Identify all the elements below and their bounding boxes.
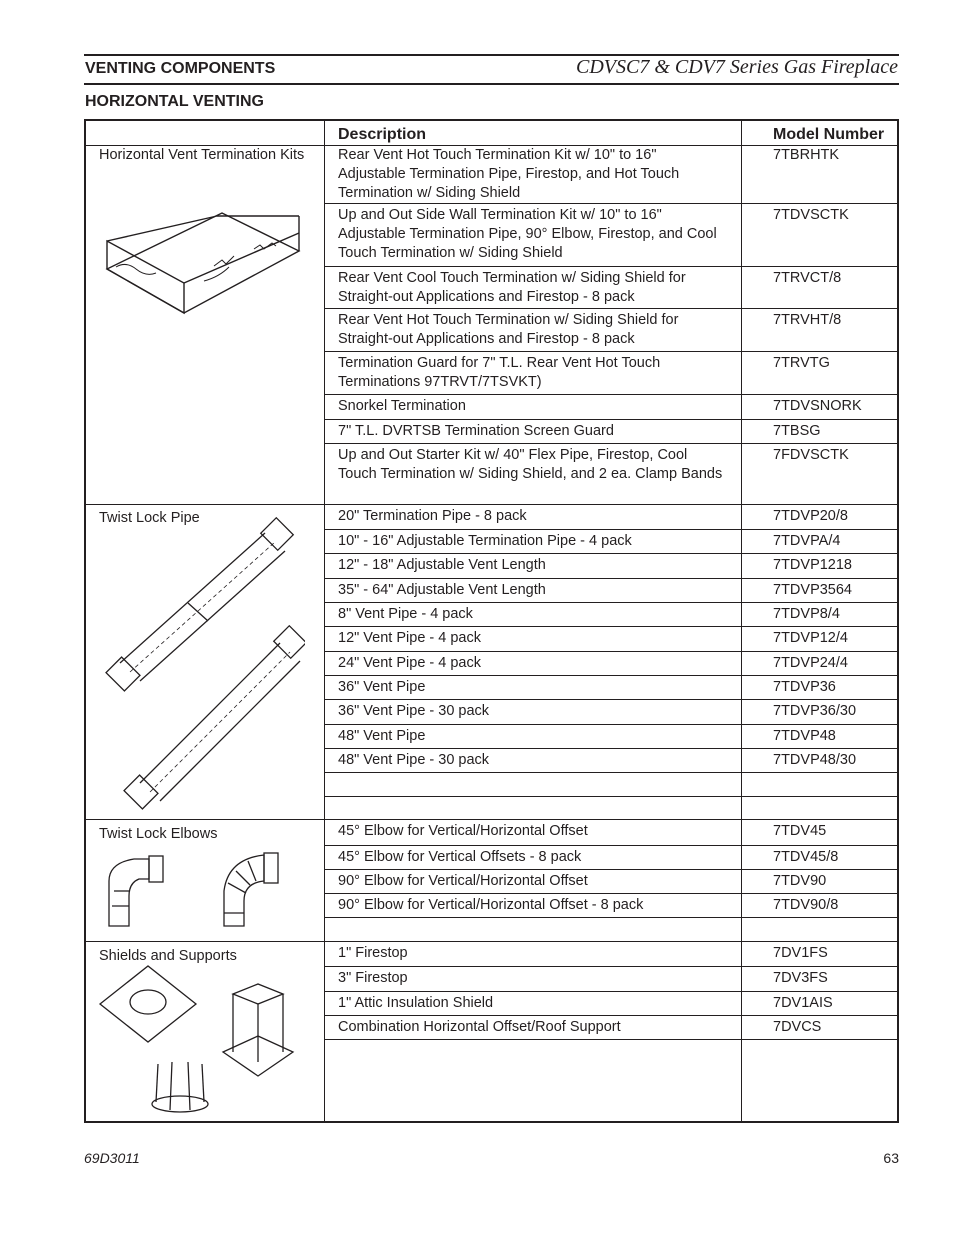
document-number: 69D3011	[84, 1150, 140, 1166]
row-divider	[324, 991, 897, 992]
row-model-number: 7TDVSNORK	[773, 398, 862, 414]
twist-lock-pipe-illustration	[100, 513, 305, 813]
column-divider	[741, 121, 742, 1121]
row-description: 3" Firestop	[338, 970, 408, 986]
row-description: 35" - 64" Adjustable Vent Length	[338, 582, 546, 598]
row-description: 36" Vent Pipe - 30 pack	[338, 703, 490, 719]
row-model-number: 7TDVP24/4	[773, 655, 848, 671]
row-divider	[324, 845, 897, 846]
row-divider	[324, 1015, 897, 1016]
row-divider	[324, 893, 897, 894]
row-model-number: 7TDVP20/8	[773, 508, 848, 524]
row-description: 48" Vent Pipe	[338, 728, 426, 744]
row-description: Termination Guard for 7" T.L. Rear Vent Hot Touch Terminations 97TRVT/7TSVKT)	[338, 355, 661, 390]
row-divider	[324, 699, 897, 700]
group-divider	[86, 941, 897, 942]
row-model-number: 7TRVHT/8	[773, 312, 842, 328]
group-label-termination-kits: Horizontal Vent Termination Kits	[99, 147, 305, 163]
row-description: 48" Vent Pipe - 30 pack	[338, 752, 490, 768]
header-rule	[84, 83, 899, 85]
row-divider	[324, 626, 897, 627]
row-divider	[324, 748, 897, 749]
termination-kit-illustration	[104, 211, 304, 316]
row-model-number: 7TDVP8/4	[773, 606, 840, 622]
row-description: Up and Out Side Wall Termination Kit w/ 10" to 16" Adjustable Termination Pipe, 90° Elbow, Firestop, and Cool Touch Termination w/ Siding Shield	[338, 207, 717, 261]
row-divider	[324, 351, 897, 352]
row-divider	[324, 796, 897, 797]
row-model-number: 7FDVSCTK	[773, 447, 849, 463]
row-description: 24" Vent Pipe - 4 pack	[338, 655, 481, 671]
row-description: 7" T.L. DVRTSB Termination Screen Guard	[338, 423, 614, 439]
row-model-number: 7TDVSCTK	[773, 207, 849, 223]
group-label-twist-lock-pipe: Twist Lock Pipe	[99, 510, 200, 526]
row-description: 8" Vent Pipe - 4 pack	[338, 606, 473, 622]
column-header-model: Model Number	[773, 126, 885, 143]
row-divider	[324, 772, 897, 773]
row-model-number: 7TBRHTK	[773, 147, 840, 163]
row-description: Rear Vent Hot Touch Termination Kit w/ 10" to 16" Adjustable Termination Pipe, Firestop, and Hot Touch Termination w/ Siding Shield	[338, 147, 680, 201]
row-model-number: 7TDVP1218	[773, 557, 852, 573]
row-divider	[324, 1039, 897, 1040]
row-divider	[324, 651, 897, 652]
row-divider	[324, 529, 897, 530]
row-model-number: 7DV1FS	[773, 945, 828, 961]
row-divider	[324, 966, 897, 967]
row-model-number: 7TDVP12/4	[773, 630, 848, 646]
row-divider	[324, 266, 897, 267]
row-model-number: 7DV3FS	[773, 970, 828, 986]
row-description: 12" Vent Pipe - 4 pack	[338, 630, 481, 646]
product-title: CDVSC7 & CDV7 Series Gas Fireplace	[575, 56, 898, 78]
row-description: 12" - 18" Adjustable Vent Length	[338, 557, 546, 573]
row-description: 10" - 16" Adjustable Termination Pipe - 4 pack	[338, 533, 632, 549]
row-model-number: 7DV1AIS	[773, 995, 833, 1011]
shields-supports-illustration	[98, 964, 303, 1119]
row-divider	[324, 419, 897, 420]
group-divider	[86, 504, 897, 505]
row-divider	[324, 394, 897, 395]
row-divider	[324, 203, 897, 204]
row-divider	[324, 869, 897, 870]
group-label-shields-supports: Shields and Supports	[99, 948, 237, 964]
row-description: Rear Vent Hot Touch Termination w/ Siding Shield for Straight-out Applications and Firestop - 8 pack	[338, 312, 679, 347]
row-model-number: 7TRVCT/8	[773, 270, 842, 286]
row-divider	[324, 553, 897, 554]
row-description: 1" Firestop	[338, 945, 408, 961]
row-description: Rear Vent Cool Touch Termination w/ Siding Shield for Straight-out Applications and Firestop - 8 pack	[338, 270, 686, 305]
row-model-number: 7TDVP48/30	[773, 752, 857, 768]
row-model-number: 7TDVPA/4	[773, 533, 841, 549]
row-model-number: 7DVCS	[773, 1019, 822, 1035]
page-number: 63	[883, 1150, 899, 1166]
row-description: 90° Elbow for Vertical/Horizontal Offset - 8 pack	[338, 897, 644, 913]
column-header-description: Description	[338, 126, 427, 143]
row-model-number: 7TDVP36/30	[773, 703, 857, 719]
row-description: 90° Elbow for Vertical/Horizontal Offset	[338, 873, 588, 889]
group-divider	[86, 819, 897, 820]
row-model-number: 7TDV45/8	[773, 849, 839, 865]
row-divider	[324, 578, 897, 579]
row-description: 1" Attic Insulation Shield	[338, 995, 494, 1011]
row-description: Up and Out Starter Kit w/ 40" Flex Pipe, Firestop, Cool Touch Termination w/ Siding Shield, and 2 ea. Clamp Bands	[338, 447, 723, 482]
row-model-number: 7TDV90	[773, 873, 827, 889]
venting-components-table	[84, 119, 899, 1123]
row-divider	[324, 602, 897, 603]
row-divider	[324, 443, 897, 444]
row-description: 20" Termination Pipe - 8 pack	[338, 508, 527, 524]
row-divider	[324, 917, 897, 918]
row-model-number: 7TDVP48	[773, 728, 836, 744]
row-description: Snorkel Termination	[338, 398, 466, 414]
row-model-number: 7TDV90/8	[773, 897, 839, 913]
row-divider	[324, 308, 897, 309]
section-title: VENTING COMPONENTS	[85, 60, 276, 77]
row-divider	[324, 724, 897, 725]
row-model-number: 7TDV45	[773, 823, 827, 839]
row-model-number: 7TDVP36	[773, 679, 836, 695]
subsection-title: HORIZONTAL VENTING	[85, 93, 264, 110]
row-description: Combination Horizontal Offset/Roof Support	[338, 1019, 621, 1035]
row-description: 45° Elbow for Vertical Offsets - 8 pack	[338, 849, 582, 865]
row-description: 36" Vent Pipe	[338, 679, 426, 695]
row-model-number: 7TRVTG	[773, 355, 830, 371]
row-description: 45° Elbow for Vertical/Horizontal Offset	[338, 823, 588, 839]
twist-lock-elbows-illustration	[104, 851, 304, 931]
column-divider	[324, 121, 325, 1121]
group-label-twist-lock-elbows: Twist Lock Elbows	[99, 826, 218, 842]
row-divider	[324, 675, 897, 676]
row-model-number: 7TBSG	[773, 423, 821, 439]
row-model-number: 7TDVP3564	[773, 582, 852, 598]
